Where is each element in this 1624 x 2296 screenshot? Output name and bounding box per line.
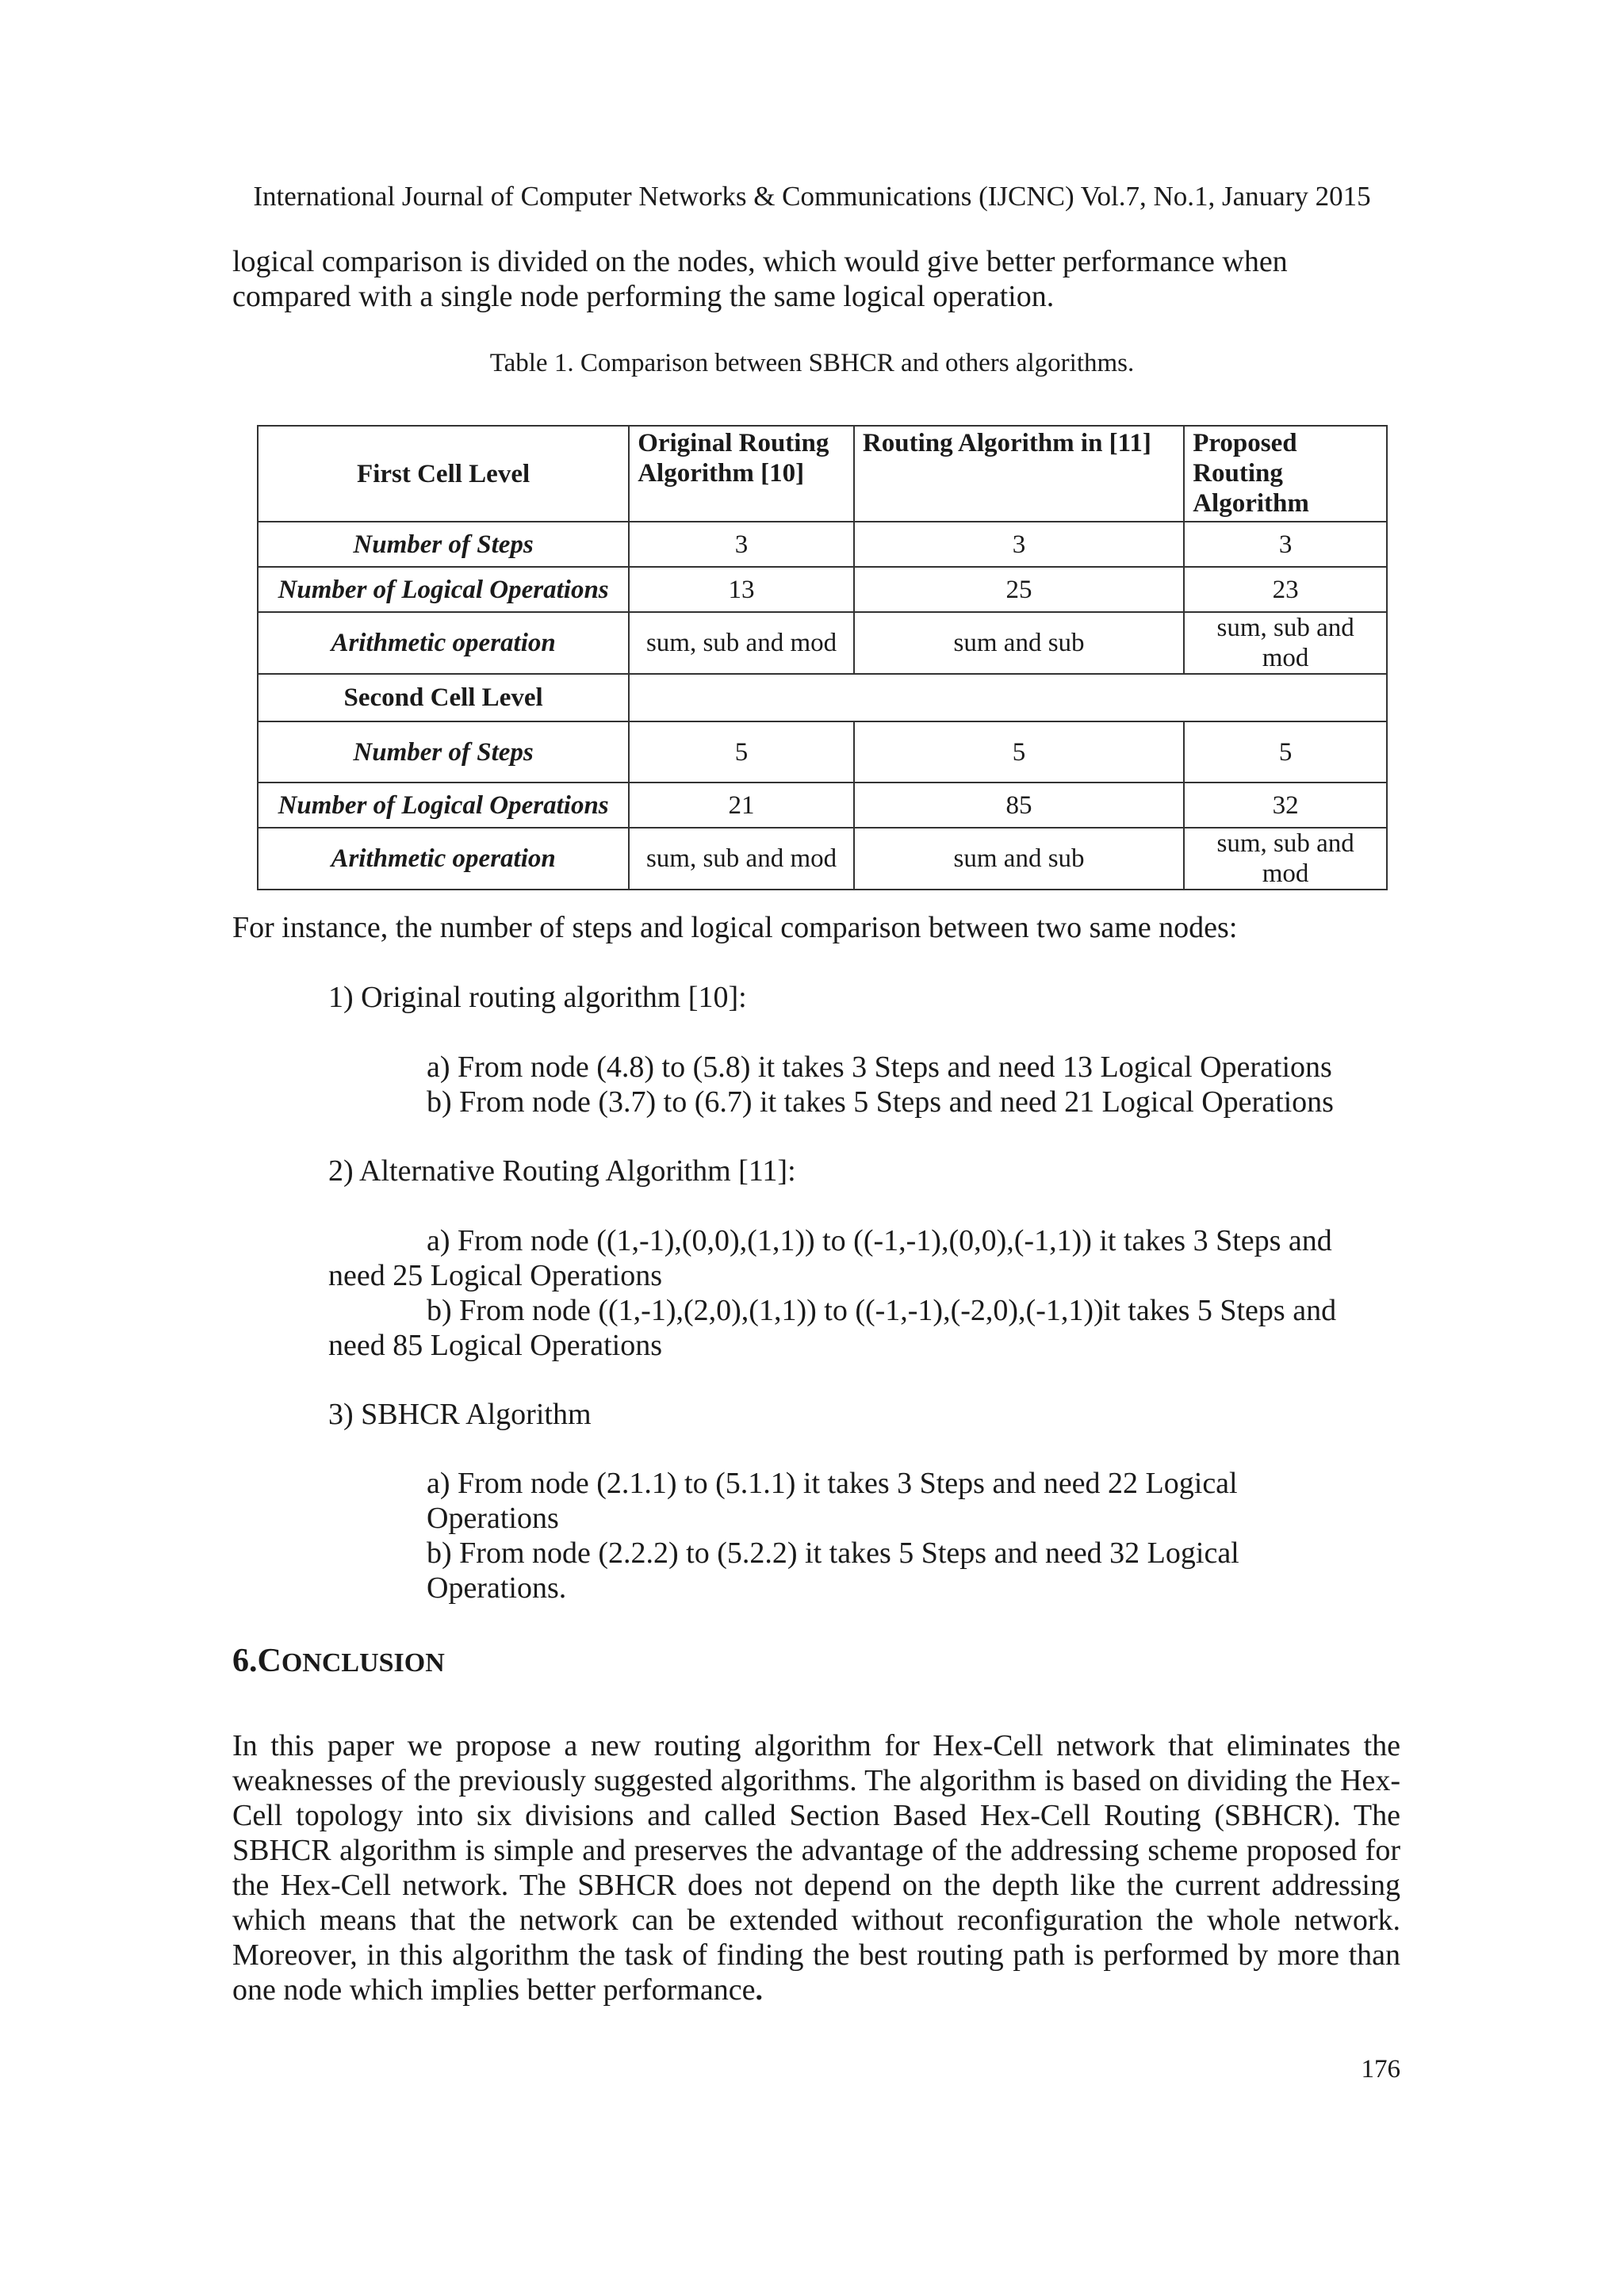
table-cell: 3 xyxy=(854,522,1184,567)
row-label: Arithmetic operation xyxy=(258,828,629,890)
list-sub-item: b) From node ((1,-1),(2,0),(1,1)) to ((-1,-1),(-2,0),(-1,1))it takes 5 Steps and xyxy=(427,1294,1337,1327)
table-cell: sum, sub and mod xyxy=(629,828,854,890)
table-cell: sum, sub and mod xyxy=(1184,828,1387,890)
table-cell: 21 xyxy=(629,783,854,828)
table-row xyxy=(258,674,1387,721)
table-cell: 32 xyxy=(1184,783,1387,828)
second-cell-level-label: Second Cell Level xyxy=(258,674,629,721)
conclusion-end: . xyxy=(755,1973,763,2007)
table-cell: sum, sub and mod xyxy=(629,612,854,674)
table-cell: 3 xyxy=(629,522,854,567)
conclusion-paragraph xyxy=(232,1728,1400,2007)
list-sub-item: Operations. xyxy=(427,1571,567,1605)
table-row xyxy=(258,828,1387,890)
table-cell: 23 xyxy=(1184,567,1387,612)
table-cell: 5 xyxy=(854,721,1184,783)
list-sub-item: a) From node (2.1.1) to (5.1.1) it takes 3 Steps and need 22 Logical xyxy=(427,1467,1238,1500)
table-cell: 5 xyxy=(629,721,854,783)
table-header-row xyxy=(258,426,1387,522)
header-proposed-routing: Proposed Routing Algorithm xyxy=(1184,426,1387,522)
table-cell: 25 xyxy=(854,567,1184,612)
table-cell: 3 xyxy=(1184,522,1387,567)
table-cell: 13 xyxy=(629,567,854,612)
section-heading-lead: 6.C xyxy=(232,1643,282,1679)
row-label: Number of Logical Operations xyxy=(258,567,629,612)
table-row xyxy=(258,522,1387,567)
section-heading-rest: ONCLUSION xyxy=(281,1648,445,1678)
header-original-routing: Original Routing Algorithm [10] xyxy=(629,426,854,522)
table-cell: 85 xyxy=(854,783,1184,828)
table-row xyxy=(258,721,1387,783)
table-row xyxy=(258,612,1387,674)
table-cell: sum and sub xyxy=(854,828,1184,890)
list-sub-item: a) From node (4.8) to (5.8) it takes 3 Steps and need 13 Logical Operations xyxy=(427,1050,1332,1084)
comparison-table xyxy=(257,425,1388,890)
list-sub-item: need 85 Logical Operations xyxy=(328,1329,663,1362)
row-label: Number of Logical Operations xyxy=(258,783,629,828)
instance-paragraph: For instance, the number of steps and logical comparison between two same nodes: xyxy=(232,911,1238,944)
row-label: Number of Steps xyxy=(258,721,629,783)
list-sub-item: Operations xyxy=(427,1502,559,1535)
header-routing-11: Routing Algorithm in [11] xyxy=(854,426,1184,522)
table-cell: sum, sub and mod xyxy=(1184,612,1387,674)
intro-paragraph: logical comparison is divided on the nodes, which would give better performance when compared with a single node performing the same logical operation. xyxy=(232,245,1288,313)
list-sub-item: a) From node ((1,-1),(0,0),(1,1)) to ((-1,-1),(0,0),(-1,1)) it takes 3 Steps and xyxy=(427,1224,1332,1257)
table-cell-empty xyxy=(629,674,1387,721)
table-row xyxy=(258,567,1387,612)
table-cell: 5 xyxy=(1184,721,1387,783)
list-sub-item: need 25 Logical Operations xyxy=(328,1259,663,1292)
page-number: 176 xyxy=(1361,2055,1400,2084)
header-first-cell-level: First Cell Level xyxy=(258,426,629,522)
list-title: 3) SBHCR Algorithm xyxy=(328,1398,592,1431)
list-title: 2) Alternative Routing Algorithm [11]: xyxy=(328,1154,796,1188)
list-sub-item: b) From node (3.7) to (6.7) it takes 5 Steps and need 21 Logical Operations xyxy=(427,1085,1334,1119)
conclusion-text: In this paper we propose a new routing algorithm for Hex-Cell network that eliminates the weaknesses of the previously suggested algorithms. The algorithm is based on dividing the Hex-Cell topology into six divisions and called Section Based Hex-Cell Routing (SBHCR). The SBHCR algorithm is simple and preserves the advantage of the addressing scheme proposed for the Hex-Cell network. The SBHCR does not depend on the depth like the current addressing which means that the network can be extended without reconfiguration the whole network. Moreover, in this algorithm the task of finding the best routing path is performed by more than one node which implies better performance xyxy=(232,1729,1400,2007)
row-label: Number of Steps xyxy=(258,522,629,567)
table-row xyxy=(258,783,1387,828)
section-heading xyxy=(232,1641,445,1683)
table-cell: sum and sub xyxy=(854,612,1184,674)
row-label: Arithmetic operation xyxy=(258,612,629,674)
list-sub-item: b) From node (2.2.2) to (5.2.2) it takes 5 Steps and need 32 Logical xyxy=(427,1536,1239,1570)
table-caption: Table 1. Comparison between SBHCR and others algorithms. xyxy=(489,349,1135,377)
running-header: International Journal of Computer Networks & Communications (IJCNC) Vol.7, No.1, January 2015 xyxy=(253,181,1371,212)
list-title: 1) Original routing algorithm [10]: xyxy=(328,981,747,1014)
